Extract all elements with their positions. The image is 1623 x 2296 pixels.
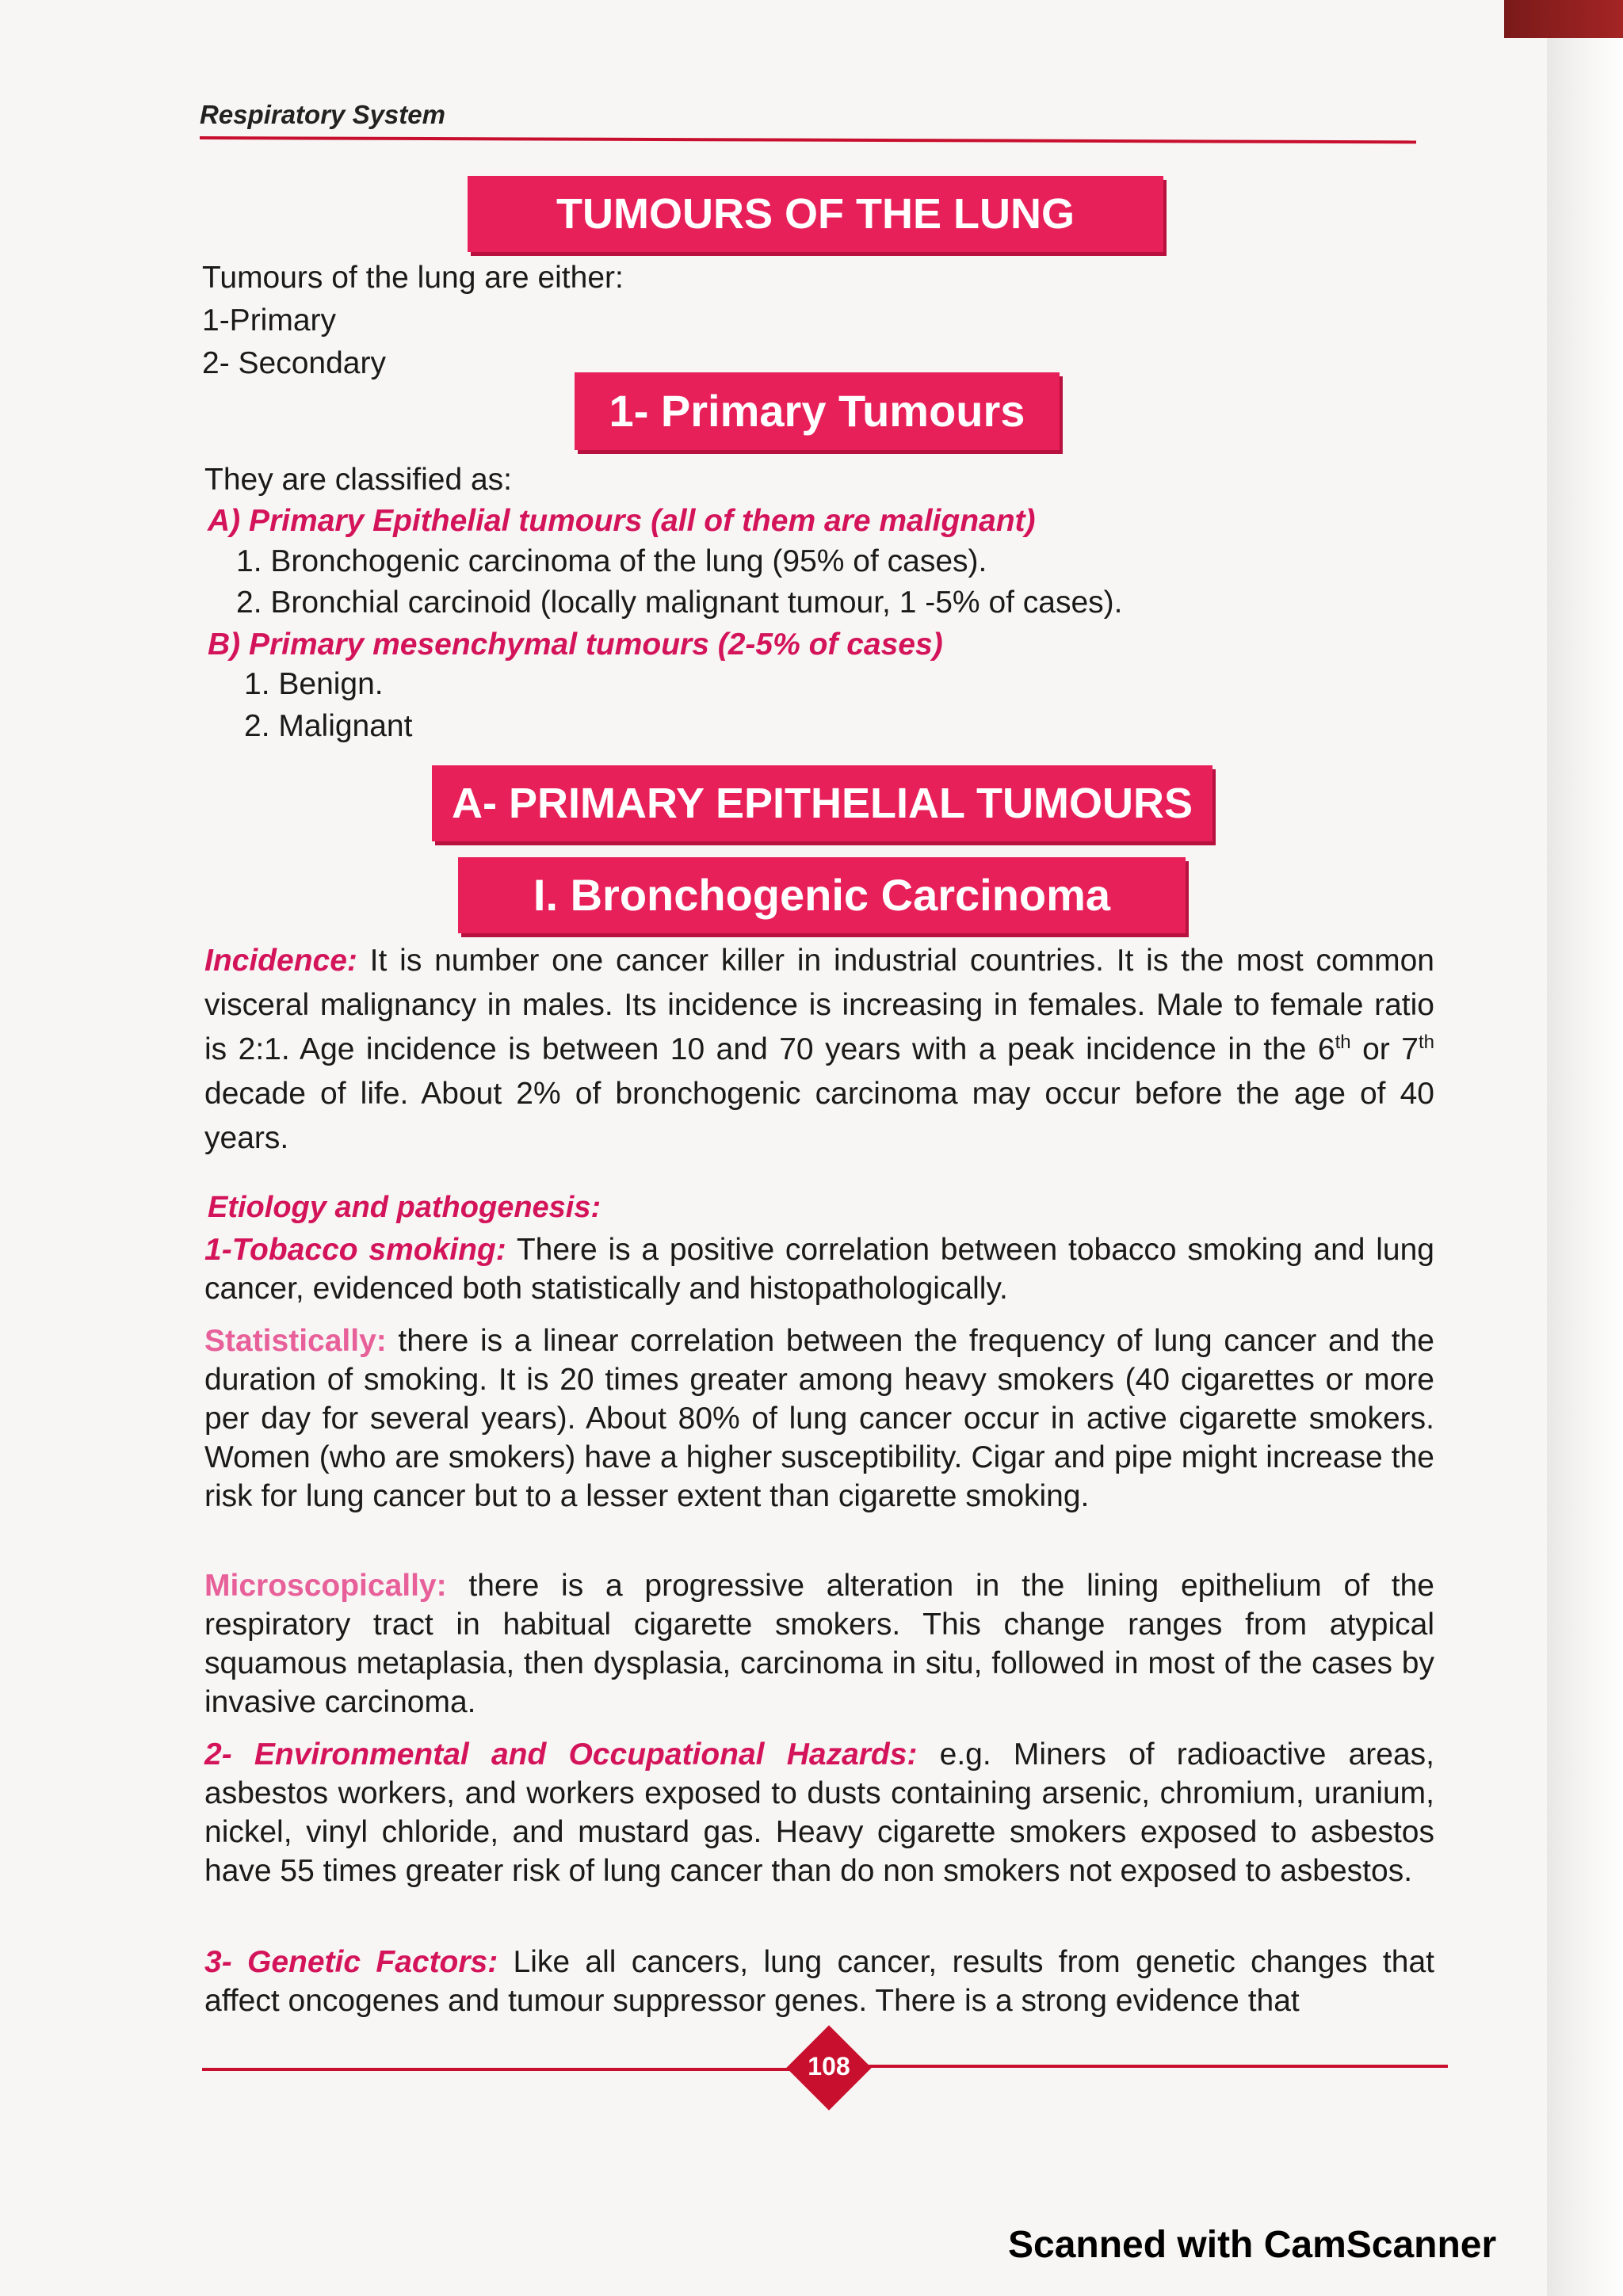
primary-tumours-banner: 1- Primary Tumours — [575, 372, 1060, 450]
section-a-item-1: 1. Bronchogenic carcinoma of the lung (95% of cases). — [236, 544, 987, 578]
title-banner: TUMOURS OF THE LUNG — [468, 176, 1163, 252]
section-a-item-2: 2. Bronchial carcinoid (locally malignant tumour, 1 -5% of cases). — [236, 585, 1123, 620]
section-a-heading: A) Primary Epithelial tumours (all of them are malignant) — [208, 504, 1036, 538]
intro-lead: Tumours of the lung are either: — [202, 261, 624, 295]
genetic-label: 3- Genetic Factors: — [204, 1945, 498, 1979]
incidence-text-3: decade of life. About 2% of bronchogenic carcinoma may occur before the age of 40 years. — [204, 1077, 1434, 1155]
classification-lead: They are classified as: — [204, 463, 513, 497]
epithelial-tumours-banner: A- PRIMARY EPITHELIAL TUMOURS — [432, 765, 1212, 841]
incidence-text-1: It is number one cancer killer in industrial countries. It is the most common visceral malignancy in males. Its incidence is increasing in females. Male to female ratio is 2:1. Age incidence is between 10 and 70 years with a peak incidence in the 6 — [204, 944, 1434, 1066]
environmental-paragraph — [204, 1735, 1434, 1890]
incidence-sup-1: th — [1335, 1032, 1351, 1053]
book-cover-corner — [1504, 0, 1623, 38]
genetic-text: Like all cancers, lung cancer, results from genetic changes that affect oncogenes and tumour suppressor genes. There is a strong evidence that — [204, 1945, 1434, 2018]
incidence-label: Incidence: — [204, 944, 357, 978]
section-b-item-2: 2. Malignant — [244, 709, 413, 743]
page-number: 108 — [808, 2052, 850, 2081]
tobacco-text: There is a positive correlation between tobacco smoking and lung cancer, evidenced both statistically and histopathologically. — [204, 1233, 1435, 1306]
environmental-text: e.g. Miners of radioactive areas, asbestos workers, and workers exposed to dusts containing arsenic, chromium, uranium, nickel, vinyl chloride, and mustard gas. Heavy cigarette smokers exposed to asbestos have 55 times greater risk of lung cancer than do non smokers not exposed to asbestos. — [204, 1737, 1434, 1888]
incidence-text-2: or 7 — [1350, 1032, 1419, 1066]
intro-item-secondary: 2- Secondary — [202, 346, 386, 380]
running-head: Respiratory System — [200, 100, 445, 129]
bronchogenic-carcinoma-banner: I. Bronchogenic Carcinoma — [458, 857, 1186, 933]
etiology-heading: Etiology and pathogenesis: — [208, 1191, 601, 1224]
footer-rule-left — [202, 2068, 800, 2071]
microscopically-text: there is a progressive alteration in the lining epithelium of the respiratory tract in habitual cigarette smokers. This change ranges from atypical squamous metaplasia, then dysplasia, carcinoma in situ, followed in most of the cases by invasive carcinoma. — [204, 1569, 1434, 1719]
statistically-text: there is a linear correlation between the frequency of lung cancer and the duration of smoking. It is 20 times greater among heavy smokers (40 cigarettes or more per day for several years). About 80% of lung cancer occur in active cigarette smokers. Women (who are smokers) have a higher susceptibility. Cigar and pipe might increase the risk for lung cancer but to a lesser extent than cigarette smoking. — [204, 1324, 1434, 1513]
footer-rule-right — [848, 2065, 1448, 2068]
statistically-paragraph — [204, 1322, 1434, 1516]
scanner-watermark: Scanned with CamScanner — [1008, 2224, 1497, 2266]
tobacco-label: 1-Tobacco smoking: — [204, 1233, 506, 1267]
intro-item-primary: 1-Primary — [202, 303, 337, 338]
genetic-paragraph — [204, 1943, 1434, 2020]
incidence-paragraph — [204, 939, 1434, 1161]
microscopically-paragraph — [204, 1566, 1434, 1722]
environmental-label: 2- Environmental and Occupational Hazards: — [204, 1737, 918, 1772]
statistically-label: Statistically: — [204, 1324, 387, 1358]
book-spine-shadow — [1547, 0, 1623, 2296]
section-b-item-1: 1. Benign. — [244, 667, 384, 701]
section-b-heading: B) Primary mesenchymal tumours (2-5% of cases) — [208, 627, 943, 662]
tobacco-paragraph — [204, 1230, 1434, 1308]
microscopically-label: Microscopically: — [204, 1569, 447, 1603]
incidence-sup-2: th — [1418, 1032, 1434, 1053]
